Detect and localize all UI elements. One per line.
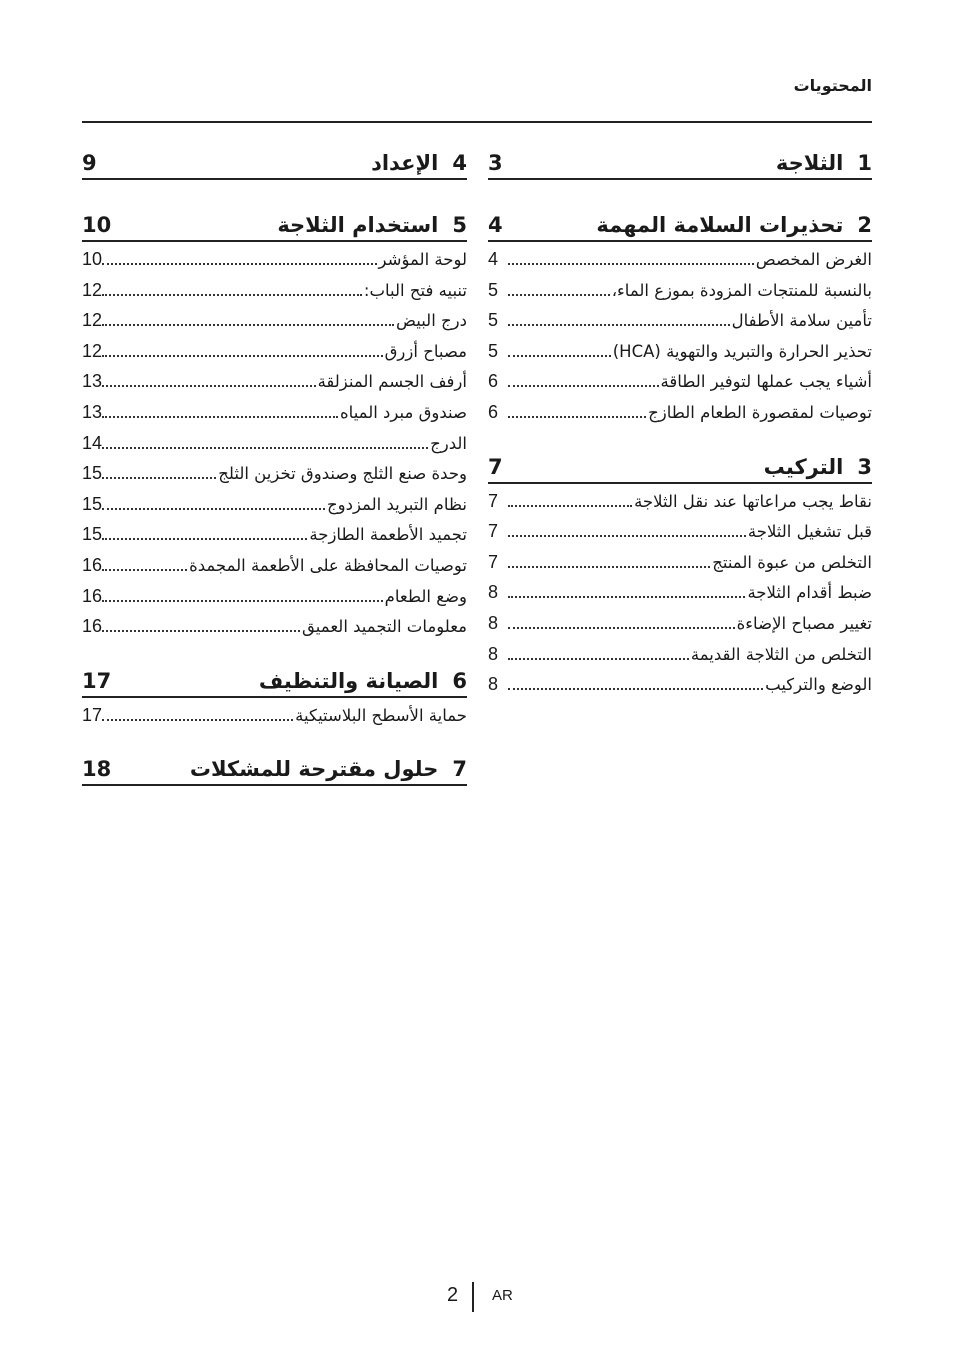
toc-entry[interactable] [488,486,872,517]
toc-section-heading[interactable] [488,210,872,242]
entry-page-number: 10 [82,249,103,269]
entry-page-number: 5 [488,310,499,331]
entry-title: التخلص من عبوة المنتج [712,552,872,572]
entry-page-number: 5 [488,340,499,361]
dot-leader [102,508,325,510]
toc-entry[interactable] [488,608,872,639]
section-title [371,151,467,175]
entry-title: بالنسبة للمنتجات المزودة بموزع الماء، [611,280,872,300]
entry-title: تجميد الأطعمة الطازجة [309,525,467,545]
toc-entry[interactable] [82,366,467,397]
section-page-number: 10 [82,213,112,237]
toc-entry[interactable] [82,305,467,336]
section-title-text: حلول مقترحة للمشكلات [189,757,439,782]
page-title: المحتويات [793,76,872,95]
dot-leader [508,535,746,537]
toc-entry[interactable] [82,611,467,642]
toc-entry[interactable] [488,397,872,428]
section-number: 3 [857,454,872,479]
dot-leader [102,447,428,449]
entry-page-number: 6 [488,401,499,422]
entry-title: توصيات المحافظة على الأطعمة المجمدة [189,555,467,575]
entry-page-number: 7 [488,521,499,542]
toc-entry[interactable] [82,428,467,459]
entry-title: لوحة المؤشر [378,250,467,269]
entry-page-number: 17 [82,704,103,725]
entry-page-number: 13 [82,401,103,422]
toc-entry[interactable] [488,305,872,336]
toc-entry[interactable] [82,397,467,428]
entry-title: معلومات التجميد العميق [302,617,467,637]
toc-section [82,754,467,786]
dot-leader [508,688,763,690]
section-title-text: الإعداد [371,151,439,175]
dot-leader [102,385,316,387]
dot-leader [102,294,362,296]
section-number: 4 [452,151,467,175]
section-number: 7 [452,757,467,782]
dot-leader [508,627,735,629]
section-number: 6 [452,668,467,693]
toc-entry[interactable] [488,516,872,547]
entry-page-number: 8 [488,612,499,633]
toc-section-heading[interactable] [82,754,467,786]
section-number: 2 [857,213,872,237]
footer-divider [472,1282,474,1312]
toc-section-heading[interactable] [488,148,872,180]
toc-entry[interactable] [488,275,872,306]
section-page-number: 17 [82,668,112,693]
section-page-number: 18 [82,757,112,782]
entry-page-number: 7 [488,490,499,511]
entry-title: الوضع والتركيب [765,675,872,695]
toc-entry[interactable] [82,519,467,550]
toc-section-heading[interactable] [82,666,467,698]
entry-page-number: 5 [488,279,499,300]
toc-left-column [82,148,467,816]
toc-entry-list [488,484,872,700]
entry-title: أشياء يجب عملها لتوفير الطاقة [660,372,872,392]
toc-section [488,452,872,700]
entry-title: الدرج [430,433,467,453]
toc-entry[interactable] [488,577,872,608]
entry-title: نقاط يجب مراعاتها عند نقل الثلاجة [634,491,872,511]
entry-page-number: 16 [82,554,103,575]
dot-leader [508,416,646,418]
entry-page-number: 15 [82,524,103,545]
section-title-text: استخدام الثلاجة [277,213,439,237]
section-title [277,213,467,237]
toc-entry[interactable] [488,244,872,275]
dot-leader [102,719,293,721]
toc-entry[interactable] [82,458,467,489]
section-page-number: 7 [488,454,503,479]
section-page-number: 3 [488,151,503,175]
dot-leader [508,505,632,507]
entry-title: الغرض المخصص [755,250,872,269]
toc-entry[interactable] [82,489,467,520]
dot-leader [102,569,187,571]
entry-title: تغيير مصباح الإضاءة [736,613,872,633]
entry-title: صندوق مبرد المياه [340,402,467,422]
toc-entry[interactable] [488,639,872,670]
section-number: 1 [857,151,872,175]
toc-section [82,666,467,731]
entry-title: التخلص من الثلاجة القديمة [690,644,872,664]
dot-leader [102,263,377,265]
section-page-number: 9 [82,151,97,175]
section-title [764,455,872,479]
dot-leader [508,566,710,568]
dot-leader [102,416,338,418]
toc-entry-list [82,242,467,642]
entry-page-number: 8 [488,643,499,664]
toc-entry[interactable] [82,275,467,306]
entry-page-number: 15 [82,463,103,484]
section-title [190,757,467,781]
entry-title: قبل تشغيل الثلاجة [747,522,872,542]
entry-page-number: 8 [488,582,499,603]
toc-section [82,148,467,180]
entry-title: درج البيض [396,311,467,331]
section-title-text: الثلاجة [775,151,844,175]
entry-title: نظام التبريد المزدوج [326,494,467,514]
section-title-text: تحذيرات السلامة المهمة [596,213,844,237]
section-title [596,213,872,237]
entry-page-number: 14 [82,432,103,453]
section-number: 5 [452,213,467,237]
section-title [776,151,872,175]
section-title-text: الصيانة والتنظيف [258,668,439,693]
section-title [259,669,467,693]
toc-entry[interactable] [82,550,467,581]
entry-page-number: 13 [82,371,103,392]
dot-leader [102,600,383,602]
toc-entry-list [82,698,467,731]
dot-leader [508,355,611,357]
entry-title: مصباح أزرق [384,341,467,361]
dot-leader [102,630,300,632]
toc-entry[interactable] [82,581,467,612]
dot-leader [508,596,745,598]
toc-section-heading[interactable] [488,452,872,484]
entry-page-number: 7 [488,551,499,572]
toc-right-column [488,148,872,724]
entry-title: تنبيه فتح الباب: [363,280,467,300]
entry-page-number: 16 [82,585,103,606]
toc-entry[interactable] [82,336,467,367]
dot-leader [102,324,394,326]
dot-leader [102,355,383,357]
toc-section-heading[interactable] [82,210,467,242]
entry-page-number: 12 [82,279,103,300]
toc-entry[interactable] [488,366,872,397]
top-divider [82,121,872,123]
toc-section [82,210,467,642]
entry-page-number: 8 [488,674,499,695]
entry-page-number: 16 [82,616,103,637]
toc-section [488,210,872,428]
footer-language: AR [492,1287,513,1304]
entry-page-number: 6 [488,371,499,392]
toc-entry[interactable] [488,336,872,367]
entry-page-number: 12 [82,310,103,331]
toc-entry[interactable] [82,244,467,275]
toc-entry[interactable] [82,700,467,731]
entry-title: وضع الطعام [384,586,467,606]
toc-section-heading[interactable] [82,148,467,180]
dot-leader [508,324,730,326]
dot-leader [508,658,689,660]
toc-entry[interactable] [488,547,872,578]
dot-leader [102,538,307,540]
dot-leader [102,477,216,479]
entry-page-number: 15 [82,493,103,514]
entry-title: ضبط أقدام الثلاجة [747,583,872,603]
dot-leader [508,263,754,265]
toc-entry[interactable] [488,669,872,700]
entry-page-number: 4 [488,249,499,269]
section-title-text: التركيب [763,454,844,479]
dot-leader [508,385,659,387]
entry-title: تأمين سلامة الأطفال [731,311,872,331]
entry-title: تحذير الحرارة والتبريد والتهوية (HCA) [612,341,872,361]
toc-entry-list [488,242,872,428]
dot-leader [508,294,610,296]
footer-page-number: 2 [447,1284,459,1306]
entry-title: أرفف الجسم المنزلقة [317,372,467,392]
entry-title: حماية الأسطح البلاستيكية [295,705,467,725]
entry-page-number: 12 [82,340,103,361]
section-page-number: 4 [488,213,503,237]
toc-section [488,148,872,180]
entry-title: توصيات لمقصورة الطعام الطازج [648,402,872,422]
entry-title: وحدة صنع الثلج وصندوق تخزين الثلج [218,464,467,484]
